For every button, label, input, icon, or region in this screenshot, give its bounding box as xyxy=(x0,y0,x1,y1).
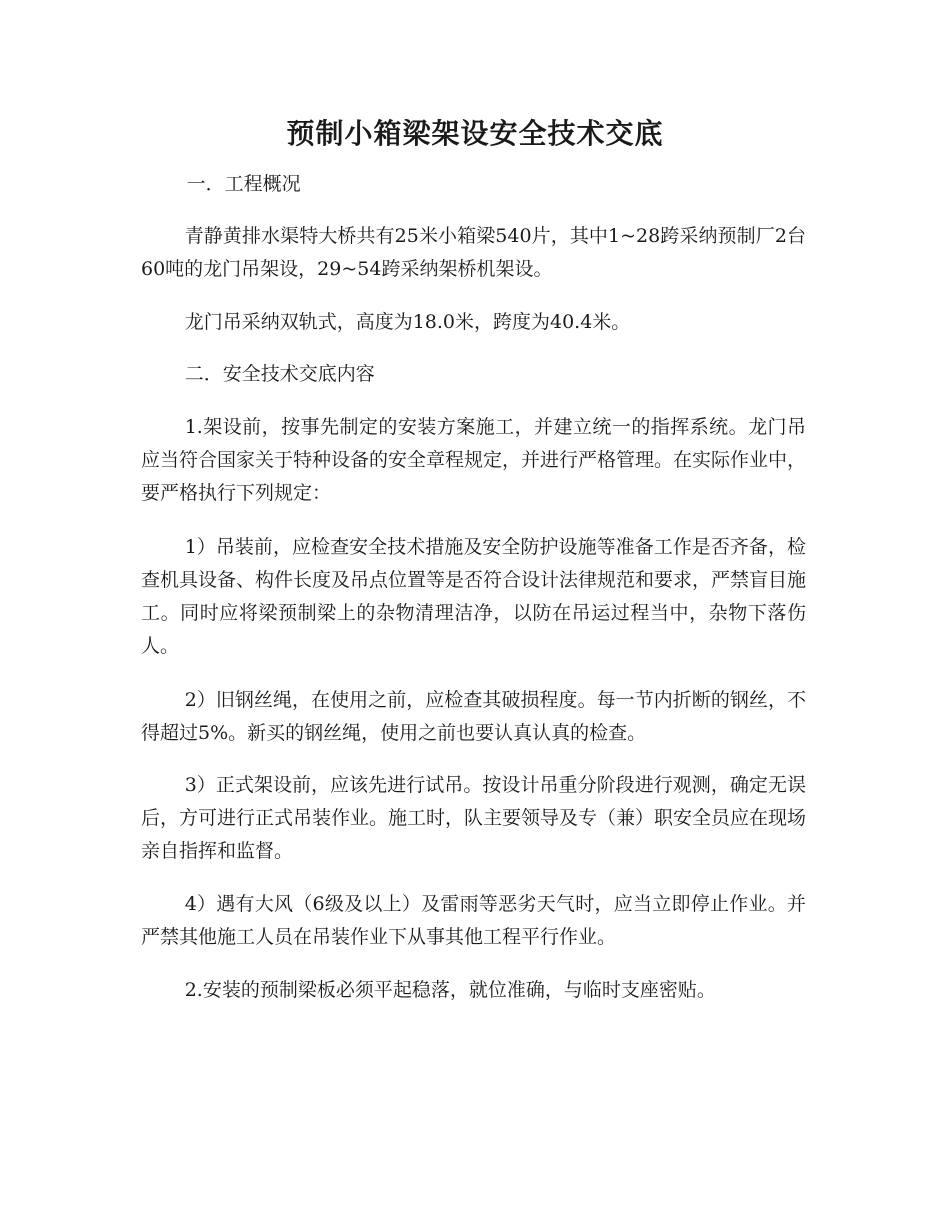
gantry-paragraph: 龙门吊采纳双轨式，高度为18.0米，跨度为40.4米。 xyxy=(184,311,631,333)
document-body xyxy=(141,168,806,1007)
section-heading-safety: 二．安全技术交底内容 xyxy=(184,363,375,385)
overview-paragraph: 青静黄排水渠特大桥共有25米小箱梁540片，其中1~28跨采纳预制厂2台60吨的龙门吊架设，29~54跨采纳架桥机架设。 xyxy=(141,225,806,280)
item-1-paragraph: 1.架设前，按事先制定的安装方案施工，并建立统一的指挥系统。龙门吊应当符合国家关于特种设备的安全章程规定，并进行严格管理。在实际作业中，要严格执行下列规定： xyxy=(141,416,807,504)
item-2-paragraph: 2.安装的预制梁板必须平起稳落，就位准确，与临时支座密贴。 xyxy=(184,979,716,1001)
sub-item-1-paragraph: 1）吊装前，应检查安全技术措施及安全防护设施等准备工作是否齐备，检查机具设备、构件长度及吊点位置等是否符合设计法律规范和要求，严禁盲目施工。同时应将梁预制梁上的杂物清理洁净，以防在吊运过程当中，杂物下落伤人。 xyxy=(141,536,807,657)
sub-item-4-paragraph: 4）遇有大风（6级及以上）及雷雨等恶劣天气时，应当立即停止作业。并严禁其他施工人员在吊装作业下从事其他工程平行作业。 xyxy=(141,893,806,948)
document-title: 预制小箱梁架设安全技术交底 xyxy=(286,117,664,150)
sub-item-2-paragraph: 2）旧钢丝绳，在使用之前，应检查其破损程度。每一节内折断的钢丝，不得超过5%。新买的钢丝绳，使用之前也要认真认真的检查。 xyxy=(141,689,806,744)
sub-item-3-paragraph: 3）正式架设前，应该先进行试吊。按设计吊重分阶段进行观测，确定无误后，方可进行正式吊装作业。施工时，队主要领导及专（兼）职安全员应在现场亲自指挥和监督。 xyxy=(141,774,807,862)
section-heading-overview: 一．工程概况 xyxy=(186,173,301,195)
